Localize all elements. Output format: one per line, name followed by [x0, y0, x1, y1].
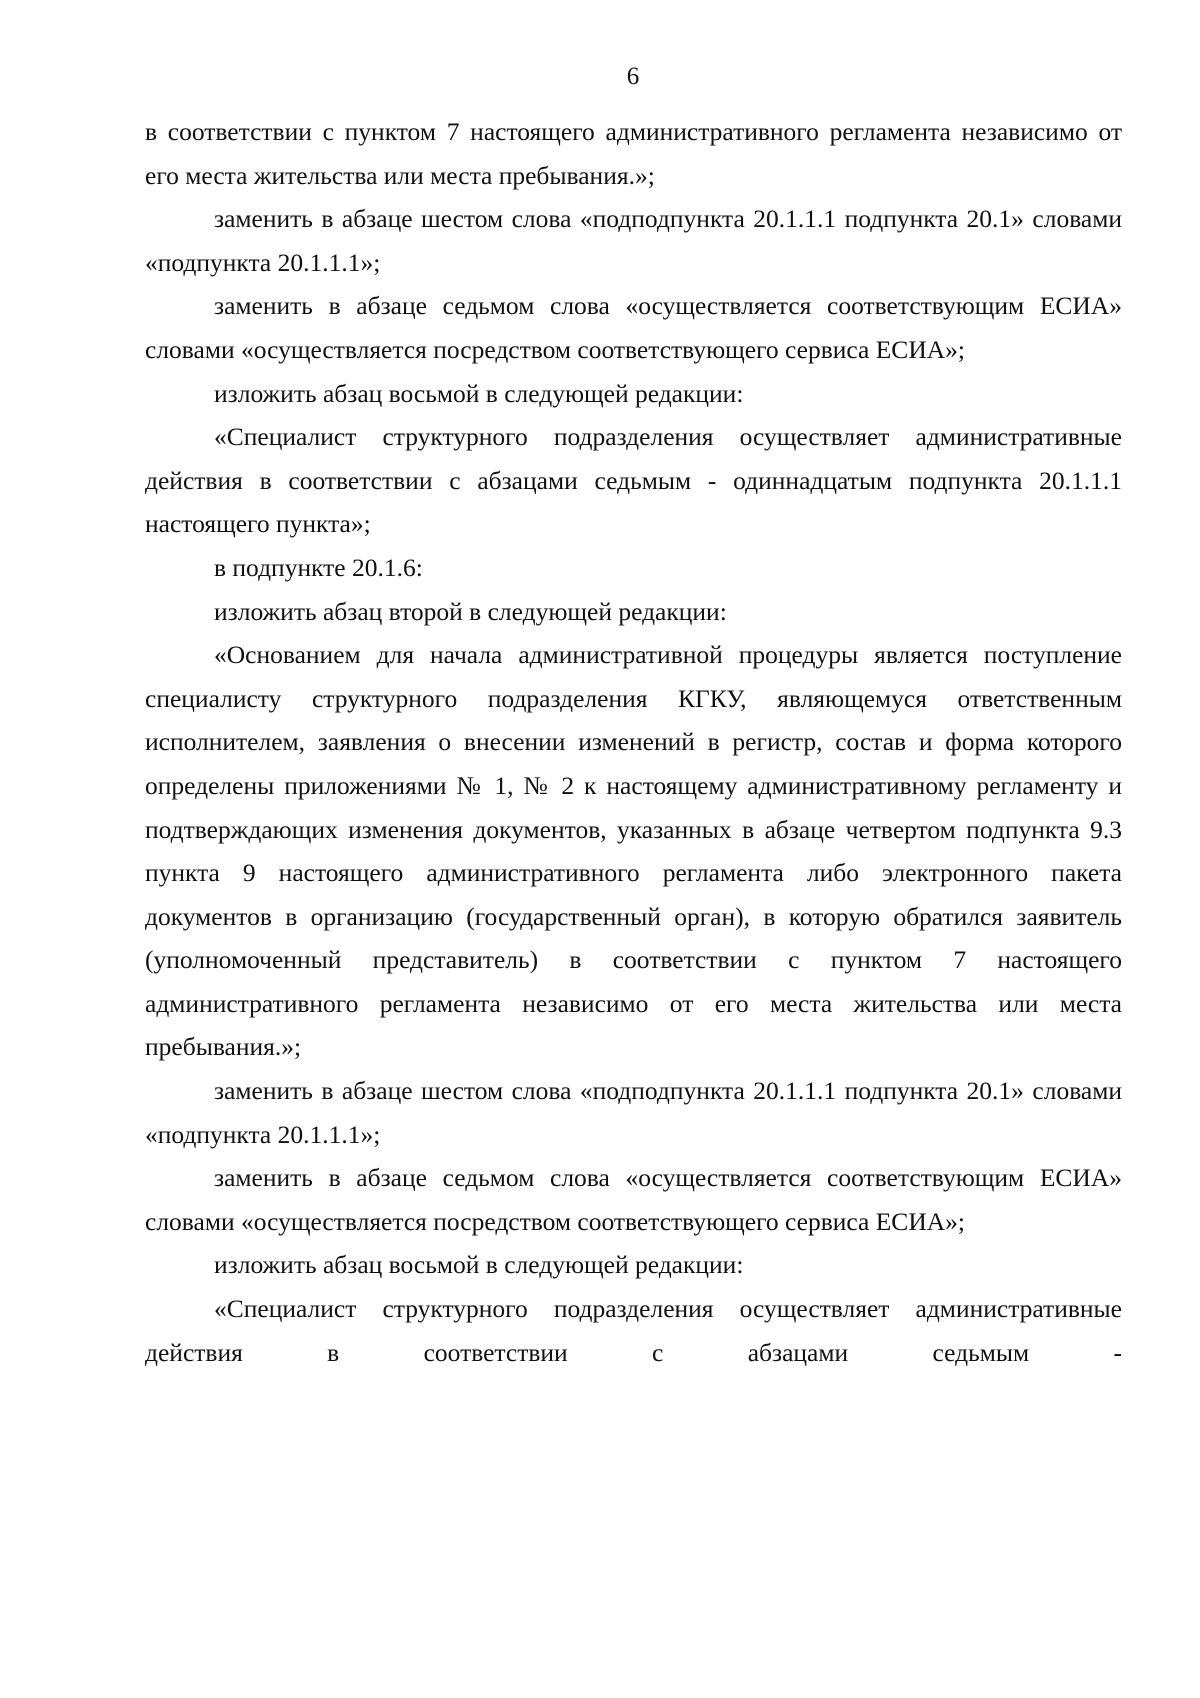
paragraph: заменить в абзаце шестом слова «подподпункта 20.1.1.1 подпункта 20.1» словами «подпункта 20.1.1.1»; — [145, 1076, 1122, 1149]
paragraph: изложить абзац восьмой в следующей редакции: — [214, 1250, 744, 1280]
page-number: 6 — [626, 63, 640, 90]
paragraph: заменить в абзаце шестом слова «подподпункта 20.1.1.1 подпункта 20.1» словами «подпункта 20.1.1.1»; — [145, 204, 1122, 277]
paragraph: изложить абзац второй в следующей редакции: — [214, 596, 727, 626]
paragraph: изложить абзац восьмой в следующей редакции: — [214, 378, 744, 408]
paragraph: в подпункте 20.1.6: — [214, 552, 423, 582]
document-body — [145, 110, 1122, 1374]
paragraph: «Специалист структурного подразделения осуществляет административные действия в соответствии с абзацами седьмым - одиннадцатым подпункта 20.1.1.1 настоящего пункта»; — [145, 422, 1122, 539]
paragraph: заменить в абзаце седьмом слова «осуществляется соответствующим ЕСИА» словами «осуществляется посредством соответствующего сервиса ЕСИА»; — [145, 291, 1122, 364]
paragraph: «Специалист структурного подразделения осуществляет административные действия в соответствии с абзацами седьмым - — [145, 1294, 1122, 1367]
paragraph: в соответствии с пунктом 7 настоящего административного регламента независимо от его места жительства или места пребывания.»; — [145, 117, 1122, 190]
paragraph: «Основанием для начала административной процедуры является поступление специалисту структурного подразделения КГКУ, являющемуся ответственным исполнителем, заявления о внесении изменений в регистр, состав и форма которого определены приложениями № 1, № 2 к настоящему административному регламенту и подтверждающих изменения документов, указанных в абзаце четвертом подпункта 9.3 пункта 9 настоящего административного регламента либо электронного пакета документов в организацию (государственный орган), в которую обратился заявитель (уполномоченный представитель) в соответствии с пунктом 7 настоящего административного регламента независимо от его места жительства или места пребывания.»; — [145, 640, 1122, 1062]
paragraph: заменить в абзаце седьмом слова «осуществляется соответствующим ЕСИА» словами «осуществляется посредством соответствующего сервиса ЕСИА»; — [145, 1163, 1122, 1236]
